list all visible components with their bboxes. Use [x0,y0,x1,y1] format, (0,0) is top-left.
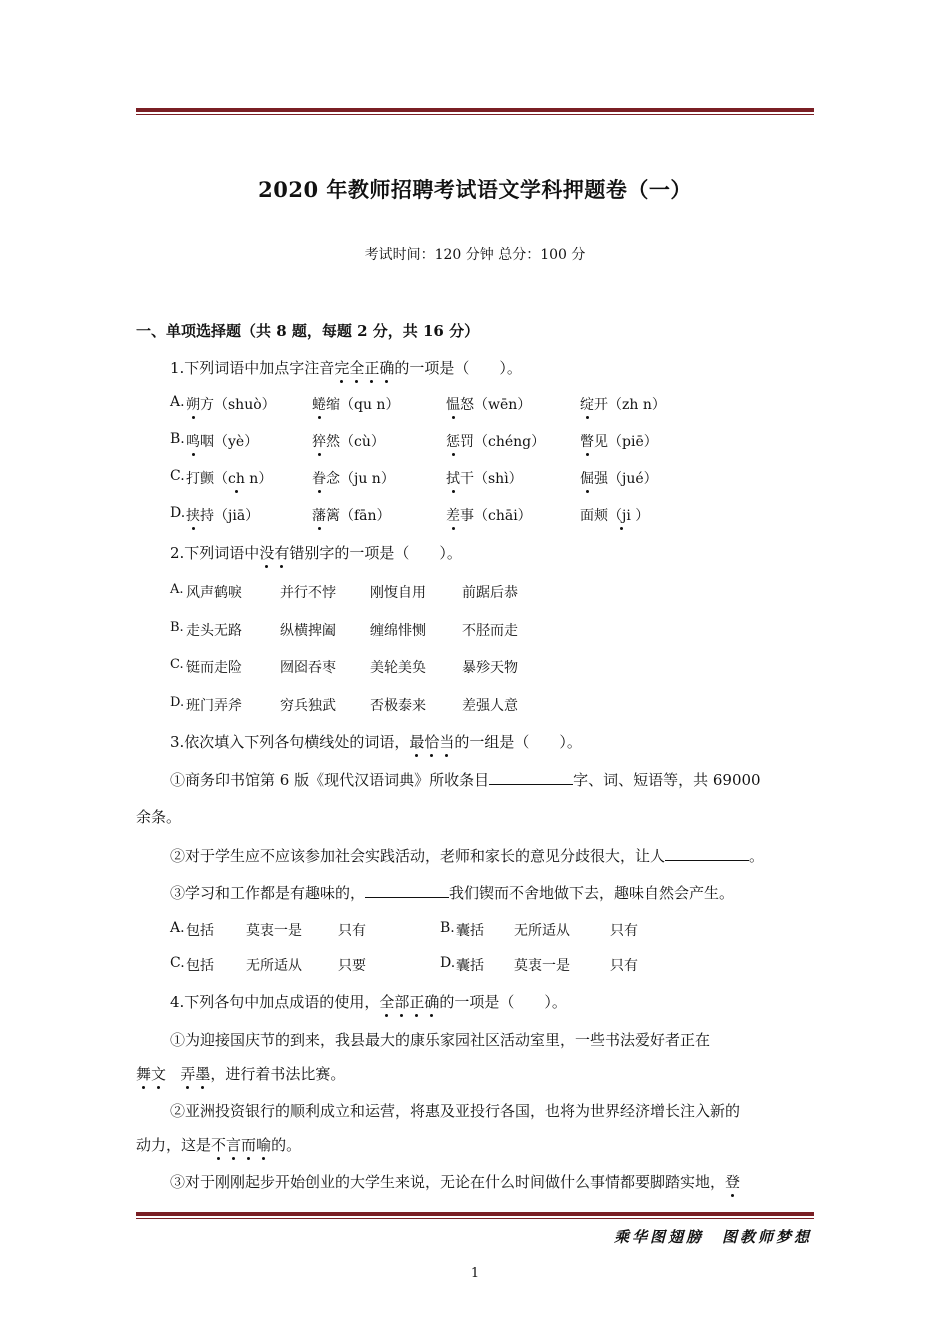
exam-info: 考试时间：120 分钟 总分：100 分 [364,247,586,263]
footer-rule [136,1212,814,1219]
q4-sentence-3: ③对于刚刚起步开始创业的大学生来说，无论在什么时间做什么事情都要脚踏实地，登 [170,1173,741,1191]
question-4-stem: 4.下列各句中加点成语的使用，全部正确的一项是（ ）。 [170,993,567,1011]
q4-sentence-2-cont: 动力，这是不言而喻的。 [136,1136,302,1154]
sentence-3: ③学习和工作都是有趣味的， 我们锲而不舍地做下去，趣味自然会产生。 [170,884,735,902]
page-title: 2020 年教师招聘考试语文学科押题卷（一） [258,177,692,202]
sentence-1-cont: 余条。 [136,808,182,826]
q4-sentence-2: ②亚洲投资银行的顺利成立和运营，将惠及亚投行各国，也将为世界经济增长注入新的 [170,1102,741,1120]
question-2-stem: 2.下列词语中没有错别字的一项是（ ）。 [170,544,462,562]
question-3-stem: 3.依次填入下列各句横线处的词语，最恰当的一组是（ ）。 [170,733,582,751]
q4-sentence-1-cont: 舞文 弄墨，进行着书法比赛。 [136,1065,346,1083]
sentence-1: ①商务印书馆第 6 版《现代汉语词典》所收条目 字、词、短语等，共 69000 [170,771,761,789]
page-number: 1 [470,1266,480,1281]
sentence-2: ②对于学生应不应该参加社会实践活动，老师和家长的意见分歧很大，让人 。 [170,847,765,865]
question-1-stem: 1.下列词语中加点字注音完全正确的一项是（ ）。 [170,359,522,377]
header-rule [136,108,814,115]
q4-sentence-1: ①为迎接国庆节的到来，我县最大的康乐家园社区活动室里，一些书法爱好者正在 [170,1031,711,1049]
section-heading: 一、单项选择题（共 8 题，每题 2 分，共 16 分） [136,322,480,340]
footer-slogan: 乘华图翅膀 图教师梦想 [613,1228,812,1246]
